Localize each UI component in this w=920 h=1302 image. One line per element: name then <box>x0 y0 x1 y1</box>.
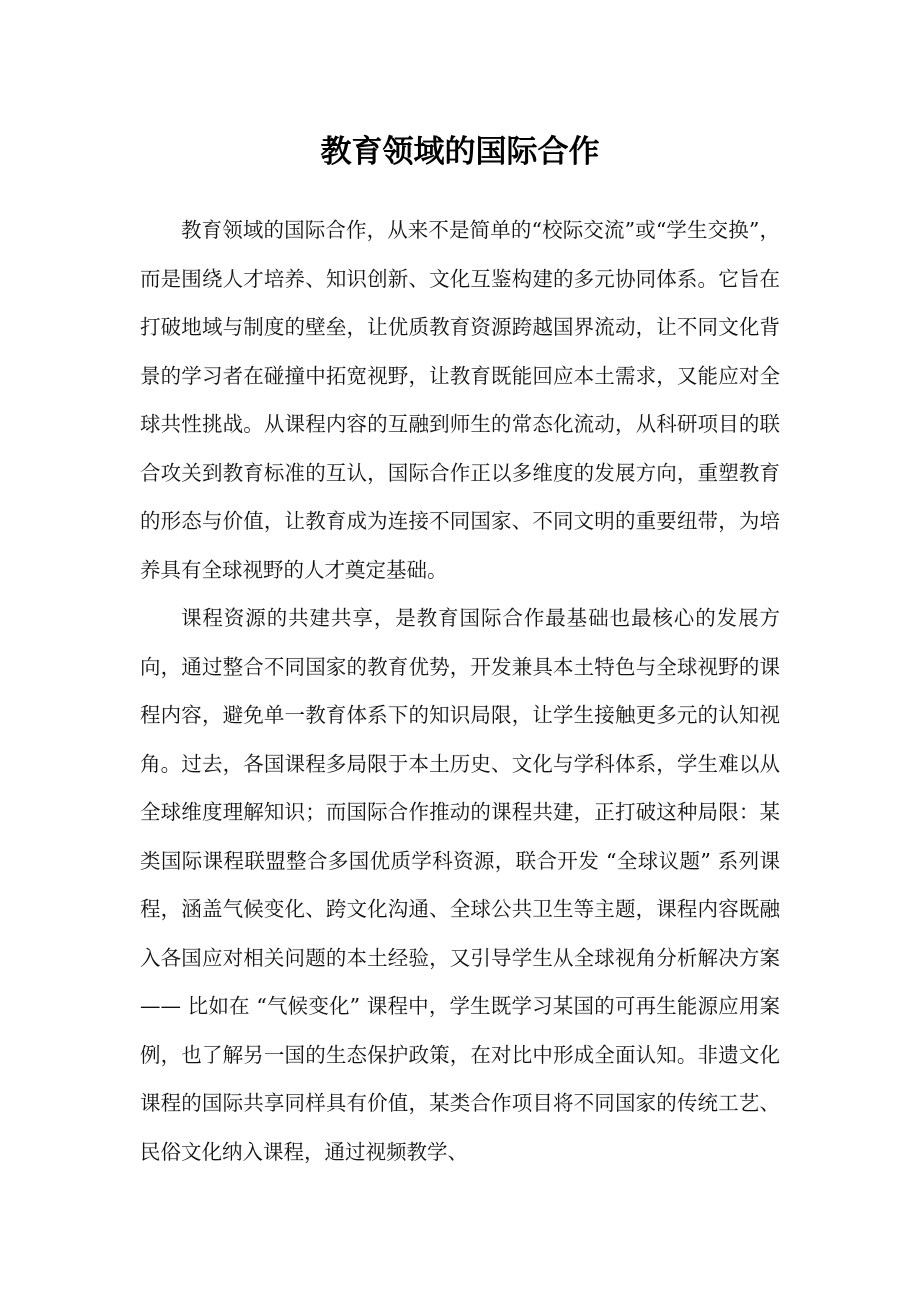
paragraph-curriculum: 课程资源的共建共享，是教育国际合作最基础也最核心的发展方向，通过整合不同国家的教育优势，开发兼具本土特色与全球视野的课程内容，避免单一教育体系下的知识局限，让学生接触更多元的认知视角。过去，各国课程多局限于本土历史、文化与学科体系，学生难以从全球维度理解知识；而国际合作推动的课程共建，正打破这种局限：某类国际课程联盟整合多国优质学科资源，联合开发 “全球议题” 系列课程，涵盖气候变化、跨文化沟通、全球公共卫生等主题，课程内容既融入各国应对相关问题的本土经验，又引导学生从全球视角分析解决方案 —— 比如在 “气候变化” 课程中，学生既学习某国的可再生能源应用案例，也了解另一国的生态保护政策，在对比中形成全面认知。非遗文化课程的国际共享同样具有价值，某类合作项目将不同国家的传统工艺、民俗文化纳入课程，通过视频教学、 <box>140 606 780 1164</box>
paragraph-intro: 教育领域的国际合作，从来不是简单的“校际交流”或“学生交换”，而是围绕人才培养、知识创新、文化互鉴构建的多元协同体系。它旨在打破地域与制度的壁垒，让优质教育资源跨越国界流动，让不同文化背景的学习者在碰撞中拓宽视野，让教育既能回应本土需求，又能应对全球共性挑战。从课程内容的互融到师生的常态化流动，从科研项目的联合攻关到教育标准的互认，国际合作正以多维度的发展方向，重塑教育的形态与价值，让教育成为连接不同国家、不同文明的重要纽带，为培养具有全球视野的人才奠定基础。 <box>140 218 780 582</box>
document-body <box>140 206 780 1176</box>
document-title: 教育领域的国际合作 <box>320 134 600 170</box>
